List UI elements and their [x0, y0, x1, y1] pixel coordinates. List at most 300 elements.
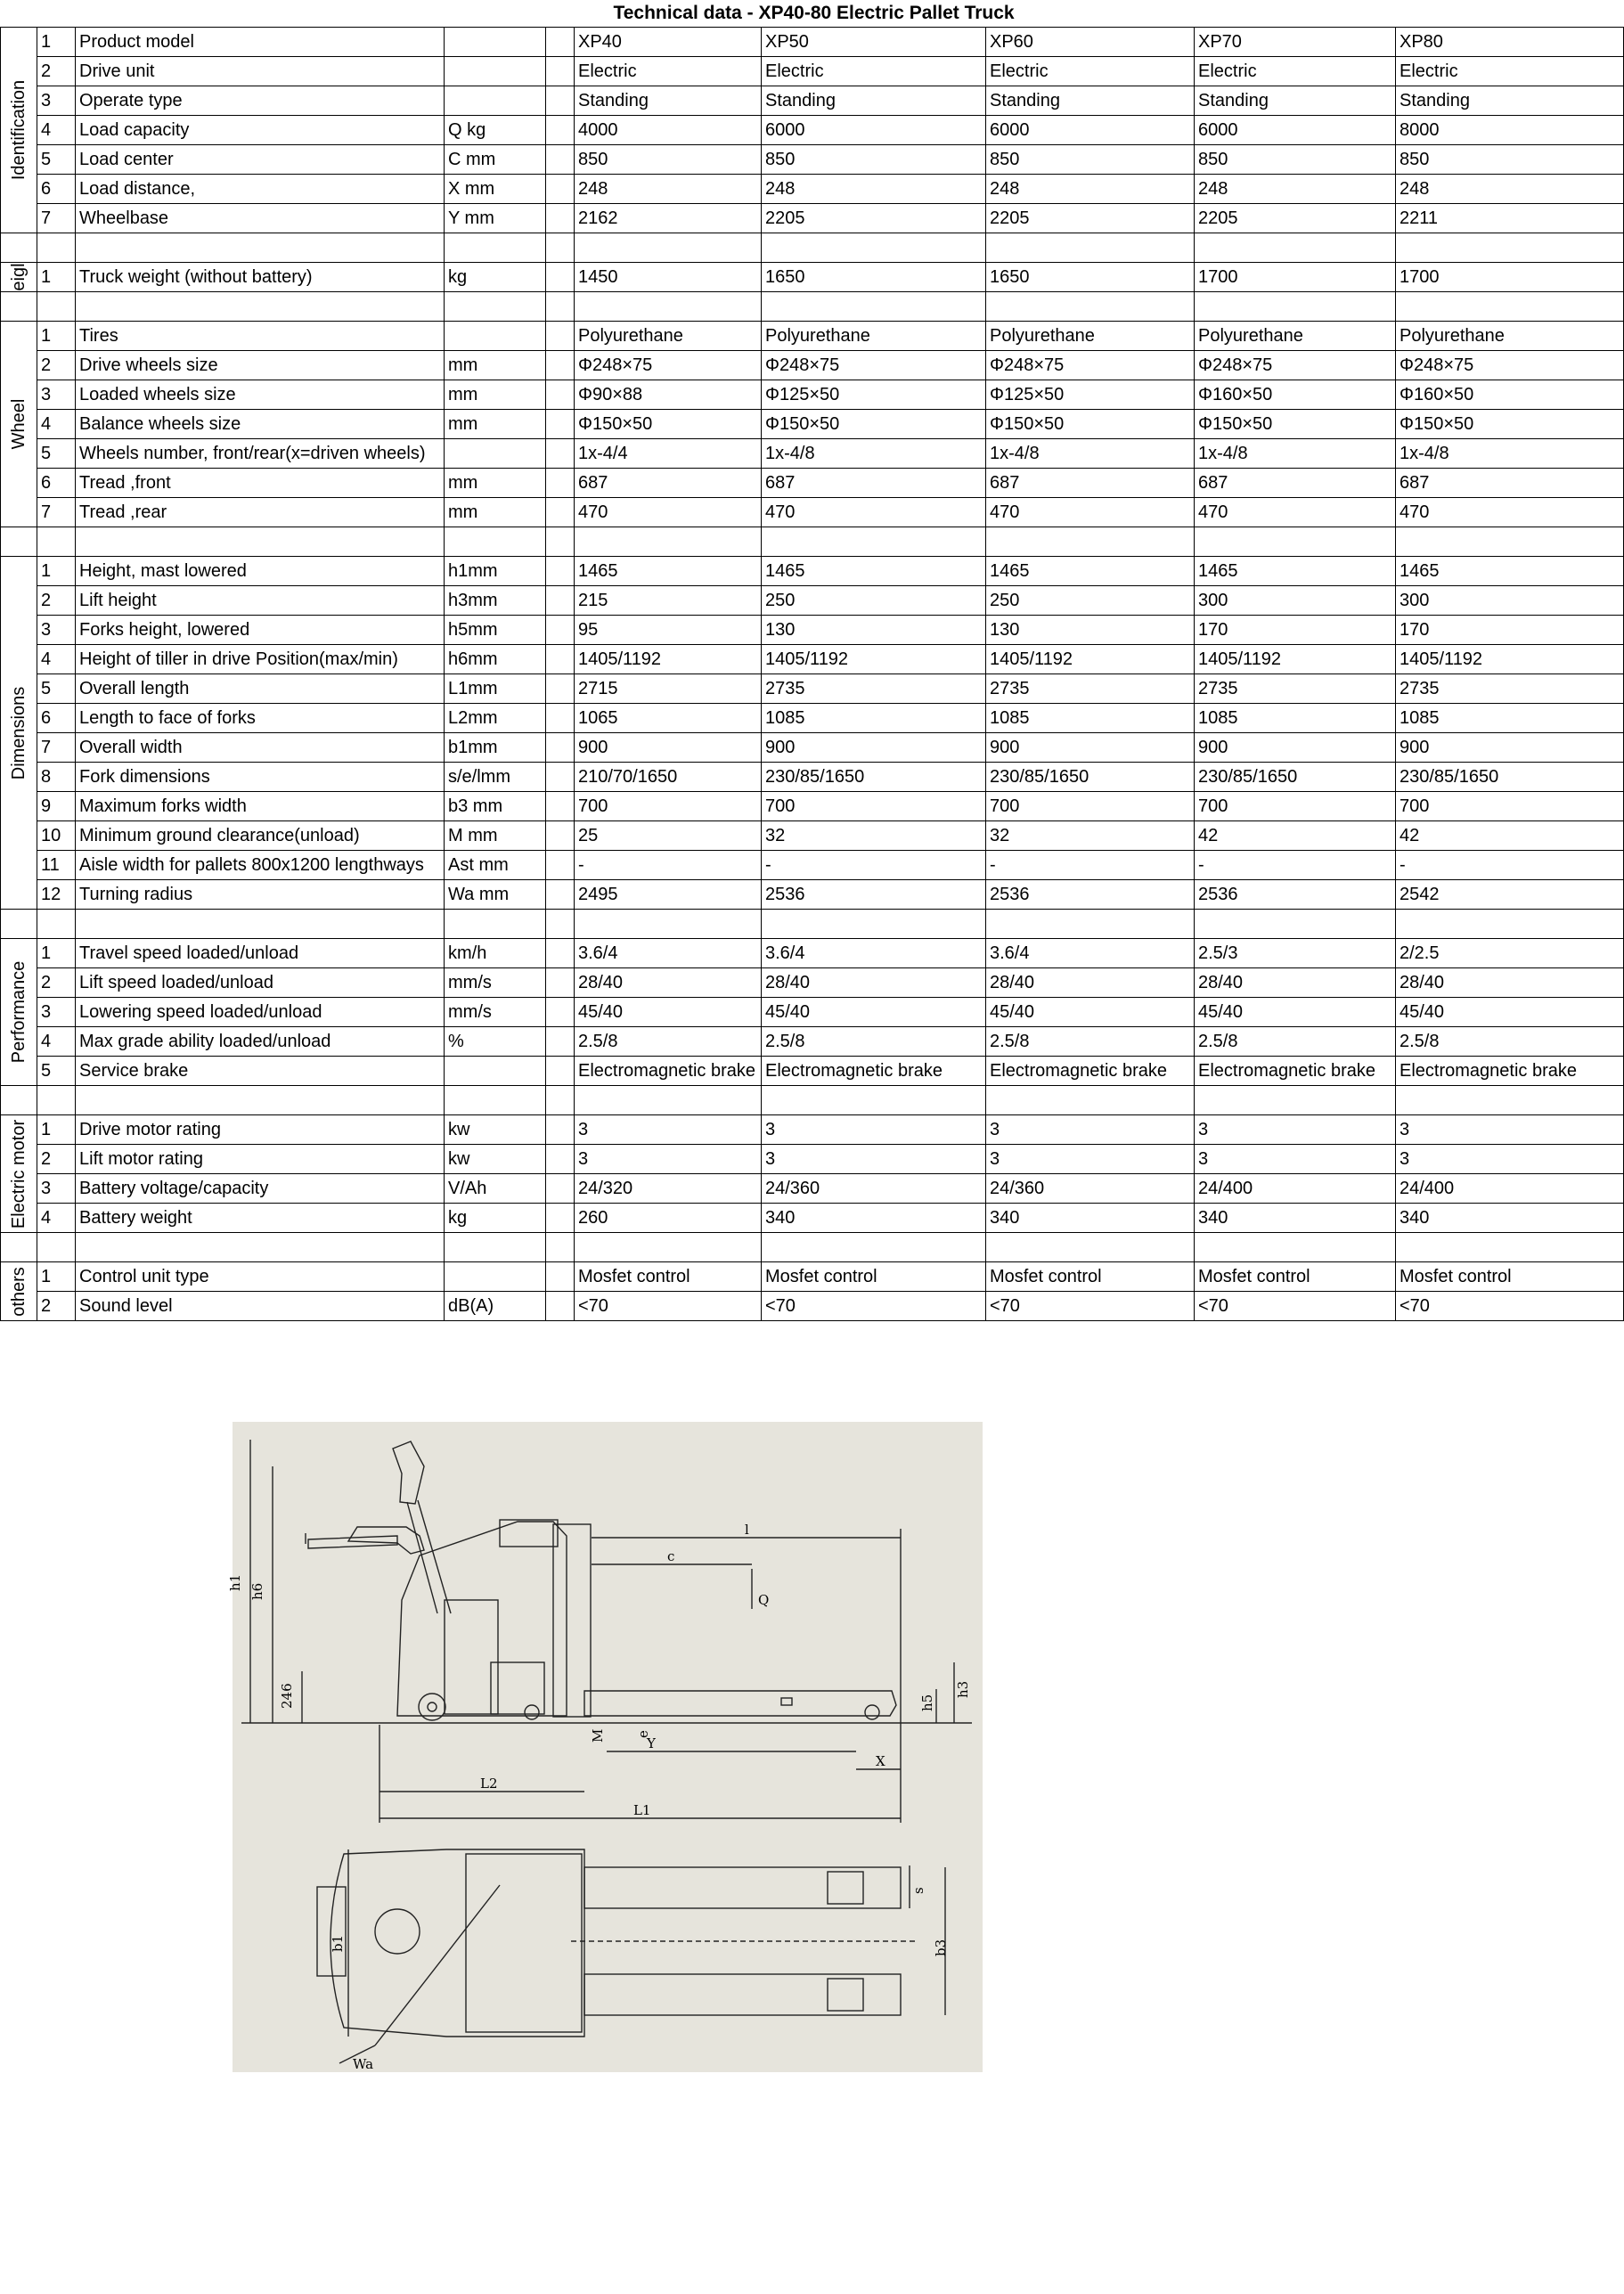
model-value: 6000: [986, 116, 1195, 145]
row-number: 5: [37, 145, 76, 175]
label-246: 246: [279, 1683, 295, 1709]
item-name: Loaded wheels size: [76, 380, 445, 410]
blank-cell: [1, 292, 37, 322]
model-value: 2.5/8: [1195, 1027, 1396, 1057]
model-value: -: [1195, 851, 1396, 880]
model-value: 170: [1195, 616, 1396, 645]
item-name: Wheels number, front/rear(x=driven wheels): [76, 439, 445, 469]
blank-cell: [1195, 233, 1396, 263]
model-value: 2162: [575, 204, 762, 233]
load-wheel: [865, 1705, 879, 1719]
model-value: Φ150×50: [986, 410, 1195, 439]
spacer-cell: [546, 145, 575, 175]
tiller-arm: [407, 1502, 437, 1613]
spacer-cell: [546, 1174, 575, 1204]
unit: h1mm: [445, 557, 546, 586]
blank-cell: [762, 527, 986, 557]
model-value: Φ248×75: [575, 351, 762, 380]
item-name: Lift speed loaded/unload: [76, 968, 445, 998]
spec-row: [1, 1204, 1624, 1233]
blank-cell: [445, 527, 546, 557]
item-name: Load capacity: [76, 116, 445, 145]
model-value: 248: [1396, 175, 1624, 204]
model-value: 340: [986, 1204, 1195, 1233]
model-value: Polyurethane: [1396, 322, 1624, 351]
model-value: 2542: [1396, 880, 1624, 910]
model-value: 24/360: [762, 1174, 986, 1204]
blank-cell: [1195, 1086, 1396, 1115]
model-value: 230/85/1650: [986, 763, 1195, 792]
model-value: 3.6/4: [762, 939, 986, 968]
model-value: 1465: [986, 557, 1195, 586]
model-value: 850: [1396, 145, 1624, 175]
spec-row: [1, 204, 1624, 233]
model-value: 1450: [575, 263, 762, 292]
row-number: 5: [37, 674, 76, 704]
model-value: 1x-4/8: [1195, 439, 1396, 469]
spec-row: [1, 939, 1624, 968]
model-value: Standing: [1195, 86, 1396, 116]
blank-cell: [575, 233, 762, 263]
model-value: 470: [575, 498, 762, 527]
blank-cell: [1396, 1086, 1624, 1115]
blank-cell: [1, 910, 37, 939]
blank-cell: [986, 233, 1195, 263]
spacer-cell: [546, 704, 575, 733]
spec-row: [1, 116, 1624, 145]
model-value: 24/400: [1396, 1174, 1624, 1204]
spec-row: [1, 351, 1624, 380]
model-value: 250: [762, 586, 986, 616]
spec-row: [1, 439, 1624, 469]
label-x: X: [876, 1753, 885, 1769]
model-value: 1405/1192: [762, 645, 986, 674]
spec-row: [1, 1057, 1624, 1086]
spec-row: [1, 851, 1624, 880]
model-value: 28/40: [1195, 968, 1396, 998]
blank-cell: [37, 292, 76, 322]
model-value: Φ90×88: [575, 380, 762, 410]
model-value: 6000: [762, 116, 986, 145]
group-label: others: [9, 1266, 29, 1317]
model-value: 2735: [1396, 674, 1624, 704]
model-value: 230/85/1650: [1396, 763, 1624, 792]
model-value: 687: [1195, 469, 1396, 498]
model-value: 1700: [1195, 263, 1396, 292]
item-name: Drive unit: [76, 57, 445, 86]
spec-row: [1, 28, 1624, 57]
row-number: 8: [37, 763, 76, 792]
model-value: 300: [1396, 586, 1624, 616]
model-value: 260: [575, 1204, 762, 1233]
blank-row: [1, 910, 1624, 939]
item-name: Battery weight: [76, 1204, 445, 1233]
model-value: 248: [1195, 175, 1396, 204]
row-number: 3: [37, 1174, 76, 1204]
row-number: 12: [37, 880, 76, 910]
blank-cell: [37, 1233, 76, 1262]
spacer-cell: [546, 263, 575, 292]
model-value: Φ248×75: [1396, 351, 1624, 380]
item-name: Max grade ability loaded/unload: [76, 1027, 445, 1057]
model-value: 900: [762, 733, 986, 763]
fork-bracket: [781, 1698, 792, 1705]
item-name: Truck weight (without battery): [76, 263, 445, 292]
model-value: 2735: [1195, 674, 1396, 704]
item-name: Drive motor rating: [76, 1115, 445, 1145]
unit: mm: [445, 380, 546, 410]
unit: mm/s: [445, 998, 546, 1027]
row-number: 4: [37, 1027, 76, 1057]
battery-door: [445, 1600, 498, 1714]
row-number: 3: [37, 86, 76, 116]
model-value: 170: [1396, 616, 1624, 645]
model-value: Φ150×50: [575, 410, 762, 439]
model-value: -: [986, 851, 1195, 880]
model-value: 1465: [575, 557, 762, 586]
top-wheel-upper: [828, 1872, 863, 1904]
model-value: 28/40: [1396, 968, 1624, 998]
model-value: 340: [1195, 1204, 1396, 1233]
model-value: 687: [575, 469, 762, 498]
top-fork-lower: [584, 1974, 901, 2015]
row-number: 4: [37, 410, 76, 439]
blank-cell: [575, 910, 762, 939]
row-number: 7: [37, 498, 76, 527]
model-value: 2.5/8: [1396, 1027, 1624, 1057]
item-name: Travel speed loaded/unload: [76, 939, 445, 968]
unit: C mm: [445, 145, 546, 175]
blank-cell: [1396, 527, 1624, 557]
label-m: M: [590, 1728, 606, 1743]
model-value: 3: [986, 1115, 1195, 1145]
unit: kg: [445, 1204, 546, 1233]
unit: mm: [445, 410, 546, 439]
model-value: 900: [1195, 733, 1396, 763]
model-value: 230/85/1650: [762, 763, 986, 792]
spec-row: [1, 263, 1624, 292]
row-number: 6: [37, 469, 76, 498]
spacer-cell: [546, 851, 575, 880]
blank-row: [1, 292, 1624, 322]
model-value: 3: [575, 1145, 762, 1174]
label-b3: b3: [933, 1939, 949, 1956]
blank-cell: [546, 1086, 575, 1115]
spec-row: [1, 469, 1624, 498]
model-value: <70: [1195, 1292, 1396, 1321]
spec-row: [1, 1262, 1624, 1292]
model-value: 2735: [762, 674, 986, 704]
model-value: 687: [986, 469, 1195, 498]
blank-cell: [1, 233, 37, 263]
blank-cell: [37, 527, 76, 557]
model-value: Polyurethane: [762, 322, 986, 351]
unit: h3mm: [445, 586, 546, 616]
model-value: <70: [762, 1292, 986, 1321]
unit: [445, 439, 546, 469]
model-value: 32: [762, 821, 986, 851]
label-s: s: [910, 1887, 926, 1894]
group-label-cell: [1, 1262, 37, 1321]
model-value: 1405/1192: [1195, 645, 1396, 674]
spacer-cell: [546, 557, 575, 586]
top-fork-upper: [584, 1867, 901, 1908]
model-value: 850: [575, 145, 762, 175]
model-value: 1x-4/8: [762, 439, 986, 469]
row-number: 1: [37, 939, 76, 968]
model-value: -: [762, 851, 986, 880]
label-e: e: [635, 1730, 651, 1738]
blank-row: [1, 233, 1624, 263]
model-value: 130: [762, 616, 986, 645]
model-value: Φ248×75: [986, 351, 1195, 380]
model-value: 850: [986, 145, 1195, 175]
model-value: 130: [986, 616, 1195, 645]
group-label: Identification: [9, 79, 29, 181]
row-number: 1: [37, 28, 76, 57]
model-value: 210/70/1650: [575, 763, 762, 792]
model-value: 3: [1195, 1145, 1396, 1174]
blank-cell: [986, 910, 1195, 939]
tiller-top: [393, 1441, 424, 1504]
blank-cell: [76, 292, 445, 322]
unit: Wa mm: [445, 880, 546, 910]
spec-row: [1, 586, 1624, 616]
fork-side: [584, 1691, 896, 1716]
model-value: 1085: [1195, 704, 1396, 733]
row-number: 3: [37, 616, 76, 645]
model-value: 3: [986, 1145, 1195, 1174]
blank-cell: [762, 1086, 986, 1115]
model-value: 1x-4/8: [986, 439, 1195, 469]
model-value: 340: [1396, 1204, 1624, 1233]
model-value: 700: [762, 792, 986, 821]
item-name: Control unit type: [76, 1262, 445, 1292]
spacer-cell: [546, 1027, 575, 1057]
model-value: Φ150×50: [1195, 410, 1396, 439]
model-value: XP80: [1396, 28, 1624, 57]
blank-cell: [1195, 527, 1396, 557]
blank-cell: [1396, 910, 1624, 939]
model-value: 28/40: [762, 968, 986, 998]
row-number: 5: [37, 1057, 76, 1086]
model-value: XP40: [575, 28, 762, 57]
row-number: 2: [37, 1145, 76, 1174]
model-value: 1700: [1396, 263, 1624, 292]
model-value: 470: [986, 498, 1195, 527]
unit: Ast mm: [445, 851, 546, 880]
blank-cell: [546, 527, 575, 557]
spacer-cell: [546, 939, 575, 968]
model-value: Electromagnetic brake: [575, 1057, 762, 1086]
item-name: Forks height, lowered: [76, 616, 445, 645]
row-number: 2: [37, 586, 76, 616]
model-value: Polyurethane: [1195, 322, 1396, 351]
model-value: Mosfet control: [762, 1262, 986, 1292]
top-cover: [500, 1520, 558, 1547]
blank-cell: [575, 1086, 762, 1115]
item-name: Height, mast lowered: [76, 557, 445, 586]
tiller-arm-2: [418, 1500, 451, 1613]
model-value: Polyurethane: [575, 322, 762, 351]
model-value: -: [575, 851, 762, 880]
spacer-cell: [546, 116, 575, 145]
spec-row: [1, 821, 1624, 851]
model-value: 700: [1396, 792, 1624, 821]
truck-drawing: [227, 1422, 983, 2072]
model-value: Φ150×50: [762, 410, 986, 439]
spec-row: [1, 145, 1624, 175]
model-value: Electromagnetic brake: [1195, 1057, 1396, 1086]
label-c: c: [667, 1548, 675, 1564]
model-value: 1465: [762, 557, 986, 586]
model-value: 470: [1195, 498, 1396, 527]
model-value: Mosfet control: [1396, 1262, 1624, 1292]
unit: kg: [445, 263, 546, 292]
row-number: 6: [37, 175, 76, 204]
blank-cell: [575, 1233, 762, 1262]
row-number: 11: [37, 851, 76, 880]
spacer-cell: [546, 586, 575, 616]
row-number: 4: [37, 116, 76, 145]
model-value: 248: [575, 175, 762, 204]
unit: mm/s: [445, 968, 546, 998]
model-value: 42: [1195, 821, 1396, 851]
spec-row: [1, 998, 1624, 1027]
model-value: Electric: [762, 57, 986, 86]
model-value: 4000: [575, 116, 762, 145]
blank-cell: [1195, 910, 1396, 939]
blank-cell: [986, 1233, 1195, 1262]
unit: kw: [445, 1145, 546, 1174]
spacer-cell: [546, 410, 575, 439]
model-value: 1x-4/4: [575, 439, 762, 469]
model-value: 470: [1396, 498, 1624, 527]
unit: mm: [445, 351, 546, 380]
blank-cell: [445, 233, 546, 263]
model-value: 300: [1195, 586, 1396, 616]
model-value: Electric: [1195, 57, 1396, 86]
unit: [445, 1057, 546, 1086]
model-value: Mosfet control: [986, 1262, 1195, 1292]
top-body: [331, 1849, 584, 2037]
blank-cell: [1396, 233, 1624, 263]
model-value: 2495: [575, 880, 762, 910]
label-q: Q: [758, 1592, 770, 1608]
model-value: 8000: [1396, 116, 1624, 145]
model-value: 24/320: [575, 1174, 762, 1204]
model-value: 3: [1195, 1115, 1396, 1145]
spec-row: [1, 1115, 1624, 1145]
spec-row: [1, 674, 1624, 704]
model-value: 230/85/1650: [1195, 763, 1396, 792]
label-y: Y: [647, 1735, 656, 1751]
model-value: Electromagnetic brake: [1396, 1057, 1624, 1086]
model-value: 42: [1396, 821, 1624, 851]
model-value: 1405/1192: [986, 645, 1195, 674]
model-value: Φ160×50: [1396, 380, 1624, 410]
blank-cell: [445, 1086, 546, 1115]
spec-row: [1, 1292, 1624, 1321]
model-value: 2205: [762, 204, 986, 233]
blank-cell: [1396, 292, 1624, 322]
spec-row: [1, 1145, 1624, 1174]
label-h1: h1: [227, 1573, 243, 1591]
unit: h6mm: [445, 645, 546, 674]
label-l1: L1: [633, 1802, 651, 1818]
item-name: Service brake: [76, 1057, 445, 1086]
spec-row: [1, 616, 1624, 645]
model-value: 900: [1396, 733, 1624, 763]
model-value: 700: [986, 792, 1195, 821]
model-value: 3.6/4: [575, 939, 762, 968]
model-value: Φ248×75: [1195, 351, 1396, 380]
spec-row: [1, 322, 1624, 351]
blank-cell: [762, 233, 986, 263]
model-value: 2.5/8: [986, 1027, 1195, 1057]
row-number: 2: [37, 57, 76, 86]
model-value: 3: [1396, 1115, 1624, 1145]
model-value: <70: [1396, 1292, 1624, 1321]
spacer-cell: [546, 968, 575, 998]
item-name: Tread ,rear: [76, 498, 445, 527]
spacer-cell: [546, 821, 575, 851]
unit: L1mm: [445, 674, 546, 704]
item-name: Minimum ground clearance(unload): [76, 821, 445, 851]
row-number: 3: [37, 998, 76, 1027]
item-name: Product model: [76, 28, 445, 57]
row-number: 7: [37, 204, 76, 233]
item-name: Wheelbase: [76, 204, 445, 233]
unit: Y mm: [445, 204, 546, 233]
blank-cell: [1195, 292, 1396, 322]
row-number: 1: [37, 322, 76, 351]
blank-cell: [1396, 1233, 1624, 1262]
load-backrest: [553, 1524, 591, 1717]
model-value: XP50: [762, 28, 986, 57]
unit: [445, 28, 546, 57]
spacer-cell: [546, 1204, 575, 1233]
model-value: 45/40: [1195, 998, 1396, 1027]
model-value: 2205: [1195, 204, 1396, 233]
blank-cell: [1195, 1233, 1396, 1262]
model-value: 3: [575, 1115, 762, 1145]
model-value: 24/400: [1195, 1174, 1396, 1204]
blank-cell: [575, 292, 762, 322]
model-value: 700: [575, 792, 762, 821]
spec-row: [1, 1027, 1624, 1057]
group-label: Performance: [9, 960, 29, 1064]
row-number: 10: [37, 821, 76, 851]
model-value: 340: [762, 1204, 986, 1233]
drive-wheel-hub: [428, 1702, 437, 1711]
group-label: Dimensions: [9, 686, 29, 780]
row-number: 1: [37, 557, 76, 586]
blank-cell: [546, 1233, 575, 1262]
item-name: Lift height: [76, 586, 445, 616]
blank-cell: [445, 292, 546, 322]
model-value: Standing: [1396, 86, 1624, 116]
model-value: 28/40: [986, 968, 1195, 998]
item-name: Turning radius: [76, 880, 445, 910]
spec-row: [1, 704, 1624, 733]
model-value: Electromagnetic brake: [986, 1057, 1195, 1086]
spacer-cell: [546, 733, 575, 763]
model-value: 45/40: [986, 998, 1195, 1027]
item-name: Length to face of forks: [76, 704, 445, 733]
group-label-cell: [1, 322, 37, 527]
model-value: 3: [762, 1115, 986, 1145]
